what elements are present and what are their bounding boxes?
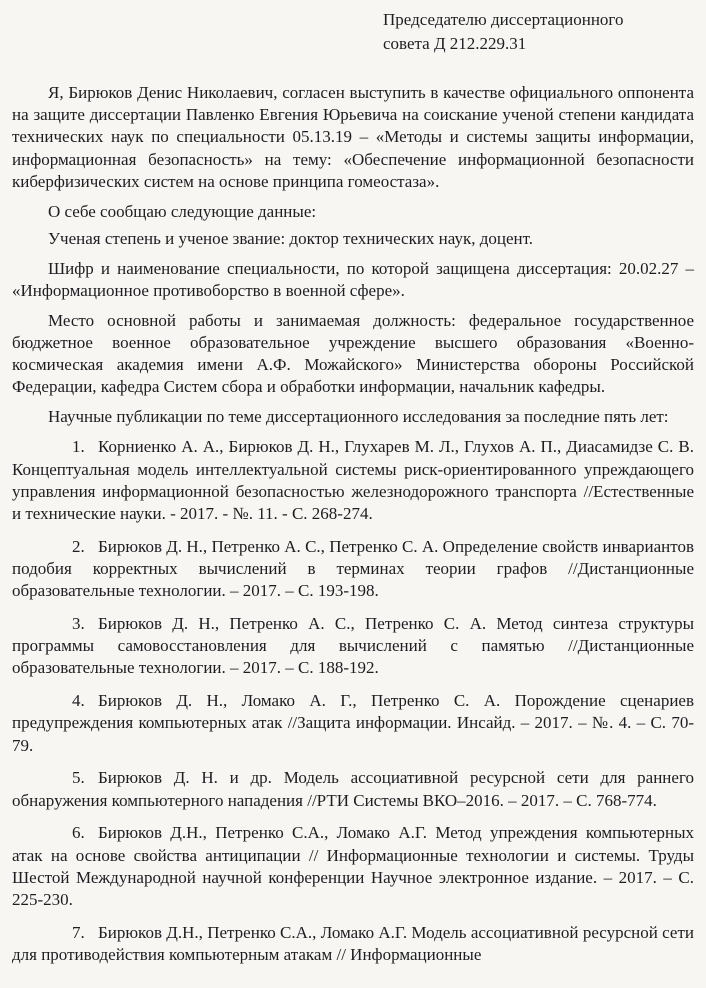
publication-text: Корниенко А. А., Бирюков Д. Н., Глухарев М. Л., Глухов А. П., Диасамидзе С. В. Концептуальная модель интеллектуальной системы риск-ориентированного упреждающего управления информационной безопасностью железнодорожного транспорта //Естественные и технические науки. - 2017. - №. 11. - С. 268-274.: [12, 437, 694, 523]
degree-paragraph: Ученая степень и ученое звание: доктор технических наук, доцент.: [48, 228, 534, 248]
publication-text: Бирюков Д. Н. и др. Модель ассоциативной ресурсной сети для раннего обнаружения компьютерного нападения //РТИ Системы ВКО–2016. – 2017. – С. 768-774.: [12, 768, 694, 810]
publication-item: [12, 767, 694, 811]
publication-text: Бирюков Д.Н., Петренко С.А., Ломако А.Г. Метод упреждения компьютерных атак на основе свойства антиципации // Информационные технологии и системы. Труды Шестой Международной научной конференции Научное электронное издание. – 2017. – С. 225-230.: [12, 823, 694, 909]
about-header: О себе сообщаю следующие данные:: [48, 201, 317, 221]
publication-number: 7.: [72, 922, 85, 942]
publication-item: [12, 436, 694, 525]
publication-number: 2.: [72, 536, 85, 556]
publication-text: Бирюков Д. Н., Ломако А. Г., Петренко С. А. Порождение сценариев предупреждения компьютерных атак //Защита информации. Инсайд. – 2017. – №. 4. – С. 70-79.: [12, 691, 694, 755]
addressee-line-1: Председателю диссертационного: [383, 10, 624, 29]
publication-item: [12, 690, 694, 757]
publication-number: 4.: [72, 691, 85, 711]
addressee-line-2: совета Д 212.229.31: [383, 34, 527, 53]
publication-text: Бирюков Д. Н., Петренко А. С., Петренко С. А. Определение свойств инвариантов подобия корректных вычислений в терминах теории графов //Дистанционные образовательные технологии. – 2017. – С. 193-198.: [12, 536, 694, 601]
publication-text: Бирюков Д. Н., Петренко А. С., Петренко С. А. Метод синтеза структуры программы самовосстановления для вычислений с памятью //Дистанционные образовательные технологии. – 2017. – С. 188-192.: [12, 613, 694, 678]
publication-number: 6.: [72, 823, 85, 843]
publication-list: [12, 436, 694, 966]
publication-item: [12, 822, 694, 911]
publication-item: [12, 613, 694, 680]
publication-text: Бирюков Д.Н., Петренко С.А., Ломако А.Г. Модель ассоциативной ресурсной сети для противодействия компьютерным атакам // Информационные: [12, 922, 694, 964]
publication-item: [12, 922, 694, 966]
publication-number: 1.: [72, 437, 85, 457]
publications-header: Научные публикации по теме диссертационного исследования за последние пять лет:: [48, 407, 669, 427]
workplace-paragraph: Место основной работы и занимаемая должность: федеральное государственное бюджетное военное образовательное учреждение высшего образования «Военно-космическая академия имени А.Ф. Можайского» Министерства обороны Российской Федерации, кафедра Систем сбора и обработки информации, начальник кафедры.: [12, 310, 694, 397]
specialty-paragraph: Шифр и наименование специальности, по которой защищена диссертация: 20.02.27 – «Информационное противоборство в военной сфере».: [12, 258, 694, 300]
letter-body: [12, 82, 694, 977]
intro-paragraph: Я, Бирюков Денис Николаевич, согласен выступить в качестве официального оппонента на защите диссертации Павленко Евгения Юрьевича на соискание ученой степени кандидата технических наук по специальности 05.13.19 – «Методы и системы защиты информации, информационная безопасность» на тему: «Обеспечение информационной безопасности киберфизических систем на основе принципа гомеостаза».: [12, 83, 694, 191]
addressee-block: [383, 8, 623, 56]
publication-item: [12, 536, 694, 603]
publication-number: 3.: [72, 613, 85, 633]
publication-number: 5.: [72, 768, 85, 788]
